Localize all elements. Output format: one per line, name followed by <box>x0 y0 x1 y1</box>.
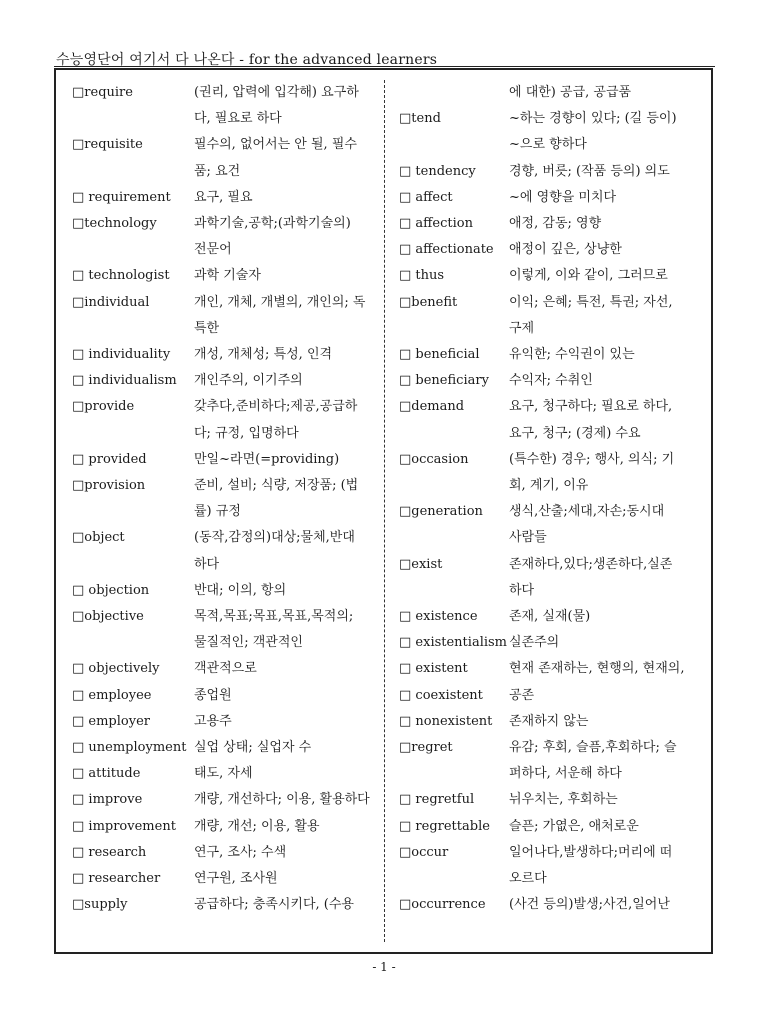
vocab-entry <box>399 368 704 394</box>
vocab-entry <box>399 394 704 446</box>
vocab-term: □requisite <box>72 137 143 153</box>
title-underline <box>54 66 715 67</box>
vocab-entry <box>399 892 704 918</box>
vocab-entry <box>399 709 704 735</box>
vocab-term: □supply <box>72 897 128 913</box>
vocab-entry <box>72 447 382 473</box>
vocab-entry <box>72 683 382 709</box>
vocab-term: □ research <box>72 844 147 860</box>
vocab-definition: 생식,산출;세대,자손;동시대 사람들 <box>509 504 665 546</box>
vocab-entry <box>72 604 382 656</box>
vocab-entry <box>399 342 704 368</box>
vocab-term: □ employer <box>72 713 150 729</box>
vocab-entry <box>72 132 382 184</box>
vocab-entry <box>72 290 382 342</box>
vocab-term: □individual <box>72 294 150 310</box>
vocab-definition: 개량, 개선하다; 이용, 활용하다 <box>194 792 370 808</box>
vocab-definition: 갖추다,준비하다;제공,공급하 다; 규정, 입명하다 <box>194 399 358 441</box>
vocab-entry <box>399 80 704 106</box>
vocab-term: □ affection <box>399 216 473 232</box>
vocab-term: □ researcher <box>72 871 161 887</box>
vocab-entry <box>72 368 382 394</box>
vocab-term: □tend <box>399 111 441 127</box>
vocab-definition: 개인, 개체, 개별의, 개인의; 독 특한 <box>194 294 366 336</box>
vocab-entry <box>72 814 382 840</box>
vocab-definition: 연구, 조사; 수색 <box>194 844 287 860</box>
vocab-definition: 준비, 설비; 식량, 저장품; (법 률) 규정 <box>194 478 359 520</box>
vocab-definition: 공존 <box>509 687 535 703</box>
vocab-definition: 종업원 <box>194 687 232 703</box>
vocab-definition: 과학기술,공학;(과학기술의) 전문어 <box>194 216 351 258</box>
vocab-entry <box>399 604 704 630</box>
vocab-term: □ employee <box>72 687 152 703</box>
vocab-entry <box>72 709 382 735</box>
vocab-entry <box>399 106 704 158</box>
vocab-definition: 유익한; 수익권이 있는 <box>509 347 635 363</box>
vocab-entry <box>399 185 704 211</box>
vocab-term: □ thus <box>399 268 445 284</box>
vocab-entry <box>399 787 704 813</box>
vocab-term: □ unemployment <box>72 740 187 756</box>
vocab-definition: 일어나다,발생하다;머리에 떠 오르다 <box>509 844 673 887</box>
page-title: 수능영단어 여기서 다 나온다 - for the advanced learners <box>56 52 438 68</box>
vocab-definition: (특수한) 경우; 행사, 의식; 기 회, 계기, 이유 <box>509 451 675 494</box>
vocab-entry <box>72 394 382 446</box>
vocab-definition: 과학 기술자 <box>194 268 261 284</box>
vocab-entry <box>399 447 704 499</box>
vocab-term: □ existentialism <box>399 635 508 651</box>
vocab-term: □ objection <box>72 582 150 598</box>
vocab-entry <box>72 787 382 813</box>
vocab-term: □ existence <box>399 609 478 625</box>
vocab-entry <box>72 185 382 211</box>
vocab-entry <box>399 159 704 185</box>
vocab-definition: (사건 등의)발생;사건,일어난 <box>509 897 670 913</box>
vocab-entry <box>72 263 382 289</box>
vocab-term: □ beneficiary <box>399 373 489 389</box>
vocab-term: □demand <box>399 399 465 415</box>
vocab-definition: ~하는 경향이 있다; (길 등이) ~으로 향하다 <box>509 111 677 153</box>
vocab-term: □ requirement <box>72 189 171 205</box>
vocab-definition: 이렇게, 이와 같이, 그러므로 <box>509 268 668 284</box>
vocab-entry <box>72 525 382 577</box>
vocab-definition: 요구, 필요 <box>194 189 253 205</box>
vocab-entry <box>399 237 704 263</box>
vocab-entry <box>72 761 382 787</box>
vocab-entry <box>399 552 704 604</box>
vocab-definition: 애정이 깊은, 상냥한 <box>509 242 622 258</box>
vocab-entry <box>399 211 704 237</box>
vocab-entry <box>72 892 382 918</box>
vocab-term: □ regretful <box>399 792 475 808</box>
vocab-entry <box>72 840 382 866</box>
vocab-term: □occur <box>399 844 449 860</box>
vocab-definition: 현재 존재하는, 현행의, 현재의, <box>509 661 685 677</box>
vocab-term: □exist <box>399 556 443 572</box>
vocab-entry <box>399 735 704 787</box>
vocab-entry <box>399 683 704 709</box>
right-column <box>399 80 704 919</box>
vocab-definition: 목적,목표;목표,목표,목적의; 물질적인; 객관적인 <box>194 609 354 651</box>
vocab-definition: 개량, 개선; 이용, 활용 <box>194 818 320 834</box>
vocab-term: □ improve <box>72 792 143 808</box>
vocab-entry <box>399 630 704 656</box>
vocab-definition: 경향, 버릇; (작품 등의) 의도 <box>509 163 670 179</box>
vocab-definition: 애정, 감동; 영향 <box>509 216 602 232</box>
vocab-definition: 개성, 개체성; 특성, 인격 <box>194 347 333 363</box>
vocab-definition: 유감; 후회, 슬픔,후회하다; 슬 퍼하다, 서운해 하다 <box>509 740 677 782</box>
vocab-definition: 이익; 은혜; 특전, 특권; 자선, 구제 <box>509 294 673 336</box>
vocab-definition: 고용주 <box>194 713 232 729</box>
vocab-term: □ individualism <box>72 373 177 389</box>
vocab-definition: 수익자; 수취인 <box>509 373 593 389</box>
vocab-definition: 존재하다,있다;생존하다,실존 하다 <box>509 556 673 598</box>
vocab-term: □ affectionate <box>399 242 494 258</box>
vocab-term: □occurrence <box>399 897 486 913</box>
vocab-entry <box>72 473 382 525</box>
column-divider <box>384 80 385 942</box>
vocab-term: □ affect <box>399 189 453 205</box>
vocab-entry <box>72 342 382 368</box>
vocab-definition: 공급하다; 충족시키다, (수용 <box>194 897 354 913</box>
left-column <box>72 80 382 919</box>
vocab-term: □ coexistent <box>399 687 483 703</box>
vocab-term: □object <box>72 530 125 546</box>
vocab-term: □objective <box>72 609 144 625</box>
vocab-definition: 개인주의, 이기주의 <box>194 373 303 389</box>
vocab-term: □ existent <box>399 661 468 677</box>
vocab-entry <box>399 290 704 342</box>
vocab-entry <box>72 735 382 761</box>
vocab-definition: 반대; 이의, 항의 <box>194 582 287 598</box>
vocab-definition: 에 대한) 공급, 공급품 <box>509 85 632 100</box>
vocab-entry <box>399 840 704 892</box>
vocab-definition: 태도, 자세 <box>194 766 253 782</box>
vocab-term: □ individuality <box>72 347 171 363</box>
vocab-term: □require <box>72 85 133 100</box>
vocab-term: □regret <box>399 740 453 756</box>
vocab-entry <box>399 814 704 840</box>
vocab-term: □generation <box>399 504 483 520</box>
vocab-term: □ provided <box>72 451 147 467</box>
vocab-term: □provide <box>72 399 135 415</box>
vocab-definition: 존재, 실재(물) <box>509 609 591 625</box>
vocab-definition: 슬픈; 가엾은, 애처로운 <box>509 818 639 834</box>
vocab-definition: 실존주의 <box>509 635 560 651</box>
vocab-entry <box>72 211 382 263</box>
vocab-definition: (동작,감정의)대상;물체,반대 하다 <box>194 530 355 572</box>
vocab-entry <box>72 578 382 604</box>
vocab-definition: 연구원, 조사원 <box>194 871 278 887</box>
vocab-term: □benefit <box>399 294 458 310</box>
vocab-term: □occasion <box>399 451 469 467</box>
vocab-definition: 실업 상태; 실업자 수 <box>194 740 312 756</box>
vocab-definition: 만일~라면(=providing) <box>194 451 340 467</box>
vocab-term: □ regrettable <box>399 818 490 834</box>
vocab-definition: 요구, 청구하다; 필요로 하다, 요구, 청구; (경제) 수요 <box>509 399 673 441</box>
vocab-term: □ objectively <box>72 661 160 677</box>
vocab-term: □provision <box>72 478 146 494</box>
vocab-definition: 필수의, 없어서는 안 될, 필수 품; 요건 <box>194 137 357 179</box>
vocab-entry <box>399 499 704 551</box>
vocab-term: □ technologist <box>72 268 170 284</box>
vocab-definition: 존재하지 않는 <box>509 713 589 729</box>
vocab-term: □ beneficial <box>399 347 480 363</box>
vocab-entry <box>72 656 382 682</box>
vocab-entry <box>72 866 382 892</box>
vocab-definition: (권리, 압력에 입각해) 요구하 다, 필요로 하다 <box>194 85 359 127</box>
vocab-term: □technology <box>72 216 157 232</box>
vocab-entry <box>72 80 382 132</box>
vocab-term: □ tendency <box>399 163 476 179</box>
vocab-term: □ nonexistent <box>399 713 493 729</box>
vocab-entry <box>399 656 704 682</box>
vocab-definition: 객관적으로 <box>194 661 257 677</box>
vocab-entry <box>399 263 704 289</box>
page-number: - 1 - <box>372 960 396 974</box>
vocab-term: □ attitude <box>72 766 141 782</box>
vocab-definition: 뉘우치는, 후회하는 <box>509 792 618 808</box>
vocab-term: □ improvement <box>72 818 176 834</box>
vocab-definition: ~에 영향을 미치다 <box>509 189 617 205</box>
